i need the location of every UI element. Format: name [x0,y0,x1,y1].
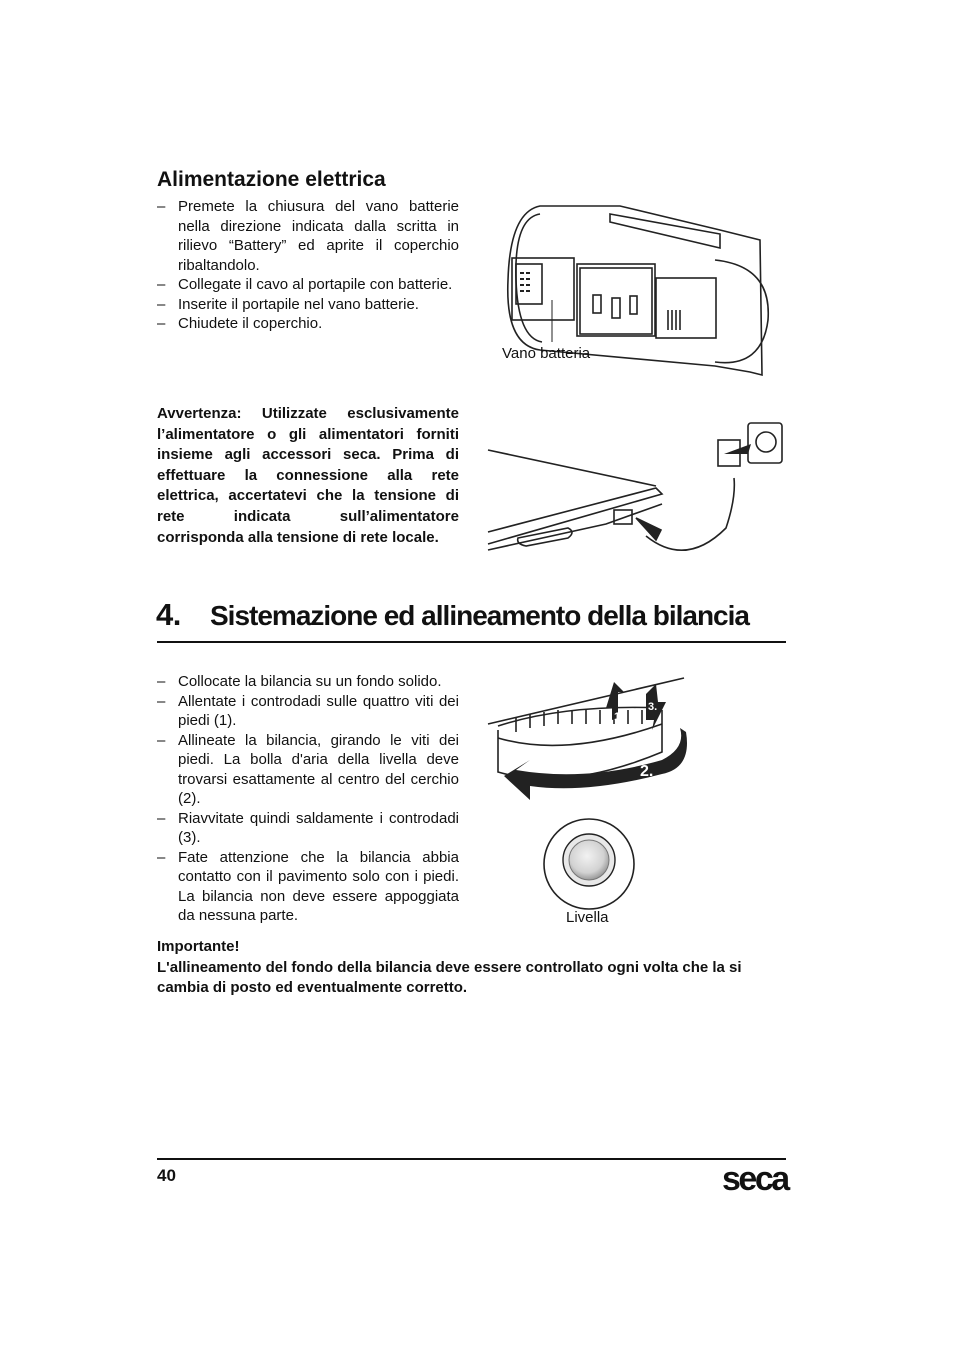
list-item: – Allentate i controdadi sulle quattro viti dei piedi (1). [157,692,459,731]
list-item: – Fate attenzione che la bilancia abbia contatto con il pavimento solo con i piedi. La bilancia non deve essere appoggiata da nessuna parte. [157,848,459,926]
list-item: – Collocate la bilancia su un fondo solido. [157,672,459,692]
bubble-level-illustration [541,816,637,912]
list-item: – Allineate la bilancia, girando le viti dei piedi. La bolla d'aria della livella deve trovarsi esattamente al centro del cerchio (2). [157,731,459,809]
list-item: – Collegate il cavo al portapile con batterie. [157,275,459,295]
page-number: 40 [157,1166,176,1185]
list-item: – Inserite il portapile nel vano batterie. [157,295,459,315]
seca-logo: seca [722,1160,788,1198]
power-steps [157,197,459,334]
important-text: L'allineamento del fondo della bilancia deve essere controllato ogni volta che la si cambia di posto ed eventualmente corretto. [157,958,742,996]
list-item: – Chiudete il coperchio. [157,314,459,334]
alignment-steps [157,672,459,926]
section-title: Sistemazione ed allineamento della bilancia [210,600,749,631]
important-note [157,937,787,999]
battery-compartment-caption: Vano batteria [502,345,591,362]
figure-label-3: 3. [648,701,658,713]
section-divider [157,641,786,643]
list-item: – Riavvitate quindi saldamente i controdadi (3). [157,809,459,848]
power-adapter-illustration [486,418,786,558]
footer-divider [157,1158,786,1160]
important-title: Importante! [157,938,240,955]
foot-screw-illustration [486,674,696,806]
list-item: – Premete la chiusura del vano batterie nella direzione indicata dalla scritta in rilievo “Battery” ed aprite il coperchio ribaltandolo. [157,197,459,275]
warning-text: Avvertenza: Utilizzate esclusivamente l’alimentatore o gli alimentatori forniti insieme agli accessori seca. Prima di effettuare la connessione alla rete elettrica, accertatevi che la tensione di rete indicata sull’alimentatore corrisponda alla tensione di rete locale. [157,405,459,546]
level-caption: Livella [566,909,609,926]
figure-label-2: 2. [640,763,654,780]
power-heading: Alimentazione elettrica [157,168,386,191]
section-number: 4. [156,597,181,632]
figure-label-1: 1. [614,711,624,723]
